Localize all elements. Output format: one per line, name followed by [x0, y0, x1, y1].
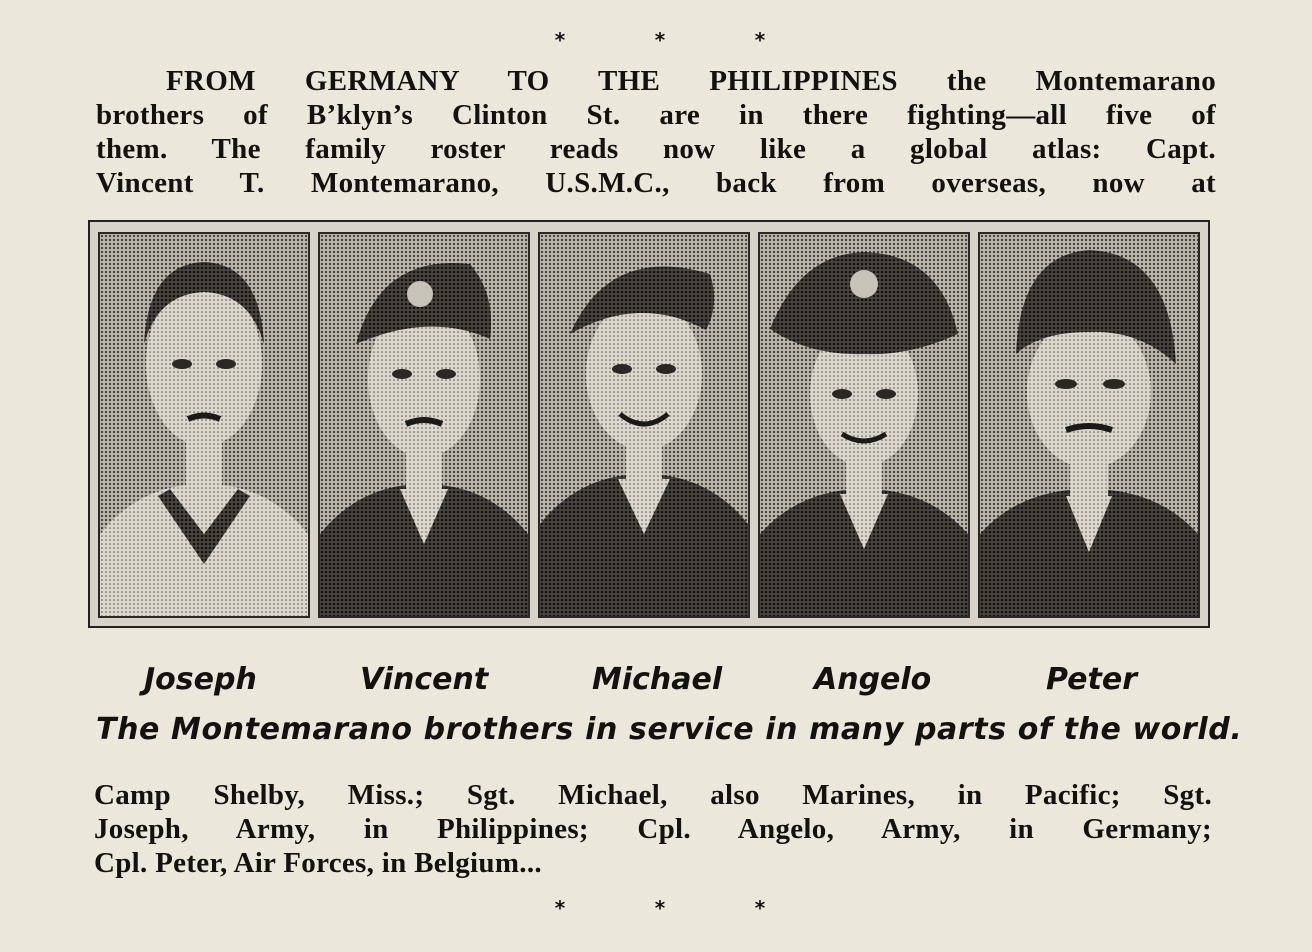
name-label-peter: Peter	[1046, 662, 1138, 697]
photo-caption: The Montemarano brothers in service in many parts of the world.	[96, 712, 1243, 747]
intro-paragraph	[96, 64, 1216, 200]
portrait-image	[760, 234, 968, 616]
separator-bottom	[540, 896, 780, 920]
separator-star: *	[554, 28, 566, 52]
name-label-angelo: Angelo	[814, 662, 932, 697]
portrait-peter	[978, 232, 1200, 618]
portrait-image	[540, 234, 748, 616]
separator-star: *	[554, 896, 566, 920]
intro-line: Vincent T. Montemarano, U.S.M.C., back from overseas, now at	[96, 167, 1216, 199]
portrait-angelo	[758, 232, 970, 618]
name-label-vincent: Vincent	[360, 662, 489, 697]
intro-line: FROM GERMANY TO THE PHILIPPINES the Montemarano	[166, 65, 1216, 97]
portrait-names	[96, 662, 1216, 712]
closing-line: Cpl. Peter, Air Forces, in Belgium...	[94, 847, 542, 879]
portrait-vincent	[318, 232, 530, 618]
separator-top	[540, 28, 780, 52]
name-label-michael: Michael	[592, 662, 723, 697]
portrait-michael	[538, 232, 750, 618]
separator-star: *	[754, 896, 766, 920]
portrait-image	[320, 234, 528, 616]
separator-star: *	[654, 896, 666, 920]
separator-star: *	[754, 28, 766, 52]
portrait-joseph	[98, 232, 310, 618]
closing-line: Joseph, Army, in Philippines; Cpl. Angelo, Army, in Germany;	[94, 813, 1212, 845]
portrait-image	[100, 234, 308, 616]
closing-line: Camp Shelby, Miss.; Sgt. Michael, also Marines, in Pacific; Sgt.	[94, 779, 1212, 811]
name-label-joseph: Joseph	[144, 662, 257, 697]
intro-line: brothers of B’klyn’s Clinton St. are in there fighting—all five of	[96, 99, 1216, 131]
separator-star: *	[654, 28, 666, 52]
portrait-image	[980, 234, 1198, 616]
closing-paragraph	[94, 778, 1212, 880]
portrait-strip	[88, 220, 1210, 628]
intro-line: them. The family roster reads now like a global atlas: Capt.	[96, 133, 1216, 165]
